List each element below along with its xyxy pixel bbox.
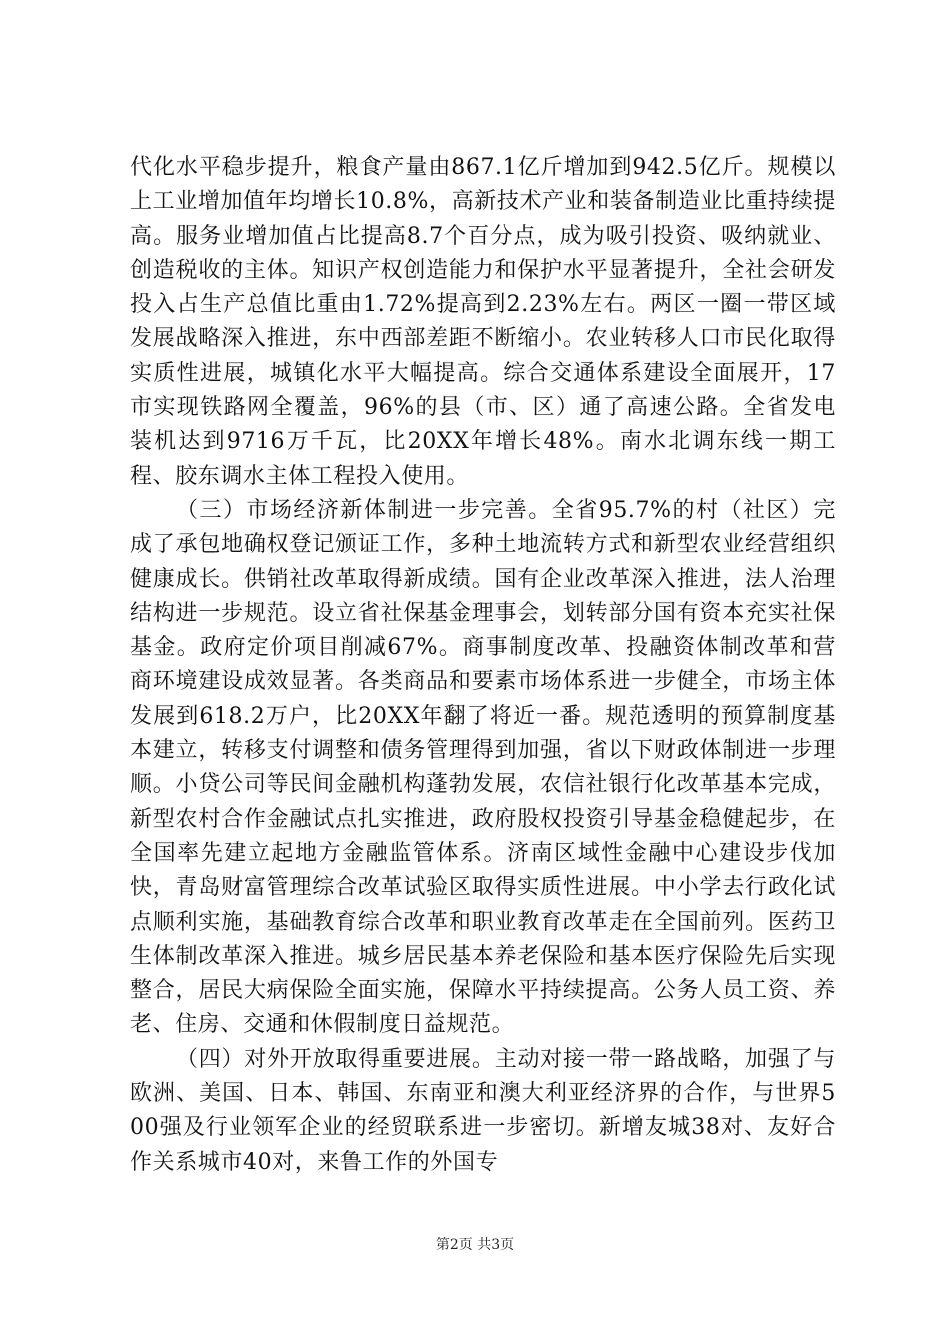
paragraph-opening-up: （四）对外开放取得重要进展。主动对接一带一路战略，加强了与欧洲、美国、日本、韩国、东南亚和澳大利亚经济界的合作，与世界500强及行业领军企业的经贸联系进一步密切。新增友城38对、友好合作关系城市40对，来鲁工作的外国专: [130, 1046, 836, 1175]
document-body: [130, 151, 836, 1180]
page-footer: 第2页 共3页: [435, 1237, 515, 1253]
paragraph-market-economy: （三）市场经济新体制进一步完善。全省95.7%的村（社区）完成了承包地确权登记颁证工作，多种土地流转方式和新型农业经营组织健康成长。供销社改革取得新成绩。国有企业改革深入推进，法人治理结构进一步规范。设立省社保基金理事会，划转部分国有资本充实社保基金。政府定价项目削减67%。商事制度改革、投融资体制改革和营商环境建设成效显著。各类商品和要素市场体系进一步健全，市场主体发展到618.2万户，比20XX年翻了将近一番。规范透明的预算制度基本建立，转移支付调整和债务管理得到加强，省以下财政体制进一步理顺。小贷公司等民间金融机构蓬勃发展，农信社银行化改革基本完成，新型农村合作金融试点扎实推进，政府股权投资引导基金稳健起步，在全国率先建立起地方金融监管体系。济南区域性金融中心建设步伐加快，青岛财富管理综合改革试验区取得实质性进展。中小学去行政化试点顺利实施，基础教育综合改革和职业教育改革走在全国前列。医药卫生体制改革深入推进。城乡居民基本养老保险和基本医疗保险先后实现整合，居民大病保险全面实施，保障水平持续提高。公务人员工资、养老、住房、交通和休假制度日益规范。: [130, 497, 836, 1038]
paragraph-continuation: 代化水平稳步提升，粮食产量由867.1亿斤增加到942.5亿斤。规模以上工业增加值年均增长10.8%，高新技术产业和装备制造业比重持续提高。服务业增加值占比提高8.7个百分点，成为吸引投资、吸纳就业、创造税收的主体。知识产权创造能力和保护水平显著提升，全社会研发投入占生产总值比重由1.72%提高到2.23%左右。两区一圈一带区域发展战略深入推进，东中西部差距不断缩小。农业转移人口市民化取得实质性进展，城镇化水平大幅提高。综合交通体系建设全面展开，17市实现铁路网全覆盖，96%的县（市、区）通了高速公路。全省发电装机达到9716万千瓦，比20XX年增长48%。南水北调东线一期工程、胶东调水主体工程投入使用。: [130, 155, 836, 489]
